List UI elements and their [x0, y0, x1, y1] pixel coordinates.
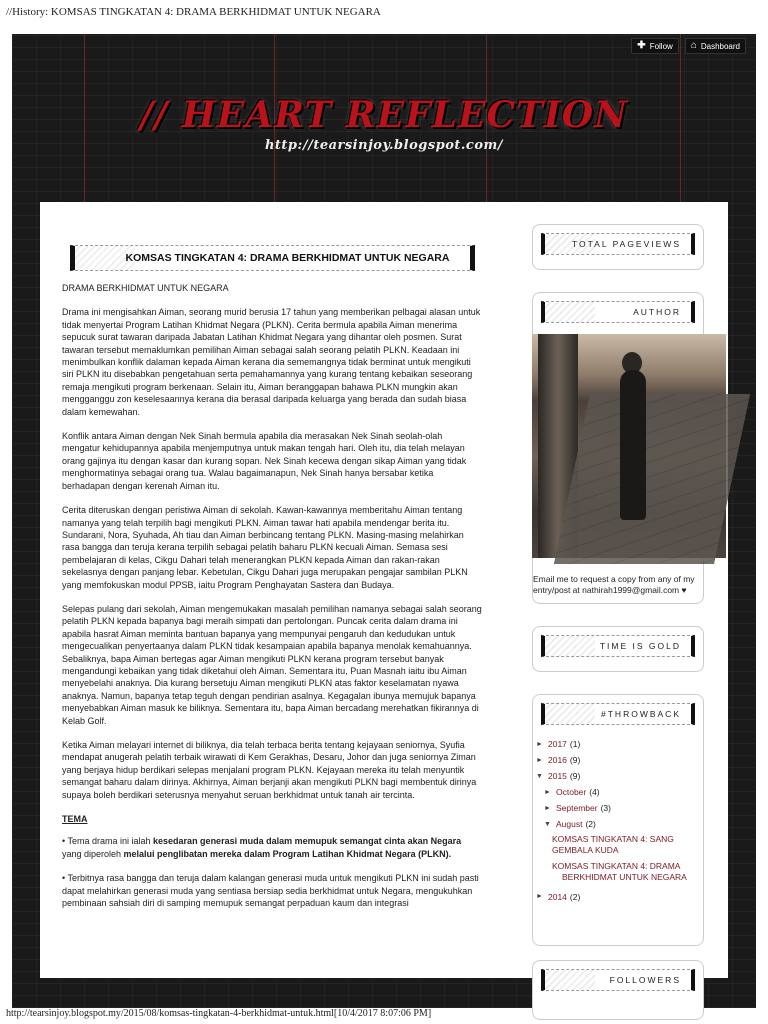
post-title-box: [70, 245, 475, 271]
dashboard-button[interactable]: [685, 38, 746, 54]
tema-bold: kesedaran generasi muda dalam memupuk semangat cinta akan Negara: [153, 836, 462, 847]
archive-link[interactable]: August: [556, 819, 583, 829]
archive-count: (2): [585, 819, 596, 829]
tema-bold: melalui penglibatan mereka dalam Program Latihan Khidmat Negara (PLKN).: [123, 848, 452, 859]
archive-count: (9): [569, 755, 581, 765]
archive-year-2016[interactable]: [532, 752, 704, 768]
widget-title: TOTAL PAGEVIEWS: [571, 239, 681, 249]
post-heading: DRAMA BERKHIDMAT UNTUK NEGARA: [62, 283, 229, 293]
archive-link[interactable]: 2016: [548, 755, 567, 765]
widget-header: [541, 703, 695, 725]
post-paragraph: Konflik antara Aiman dengan Nek Sinah bermula apabila dia merasakan Nek Sinah seolah-olah mengatur kehidupannya apabila menjemputnya untuk makan tengah hari. Oleh itu, dia telah melayan orang gajinya itu dengan kasar dan kurang sopan. Nek Sinah kecewa dengan sikap Aiman yang tidak menghormatinya sebagai orang tua. Walau bagaimanapun, Nek Sinah hanya bersabar ketika berhadapan dengan kerenah Aiman itu.: [62, 431, 467, 491]
blogger-navbar: [631, 38, 746, 54]
photo-person: [620, 370, 646, 520]
collapse-arrow-icon[interactable]: ►: [536, 740, 543, 748]
post-paragraph: Selepas pulang dari sekolah, Aiman mengemukakan masalah pemilihan namanya sebagai salah seorang pelatih PLKN kepada bapanya bagi meraih simpati dan pertolongan. Puncak cerita dalam drama ini apabila hasrat Aiman meminta bantuan bapanya yang mempunyai pengaruh dan kedudukan untuk mengecualikan penyertaanya dalam PLKN tidak kesampaian apabila bapanya menolak kemahuannya. Sebaliknya, bapa Aiman bertegas agar Aiman mengikuti PLKN kerana program tersebut banyak mengandungi kebaikan yang tidak diketahui oleh Aiman. Sementara itu, Puan Masnah iaitu ibu Aiman menyebelahi anaknya. Dia kurang bersetuju Aiman mengikuti PLKN atas faktor keselamatan nyawa anaknya. Namun, bapanya tetap teguh dengan pendirian asalnya. Kegagalan ibunya memujuk bapanya menyebabkan Aiman masuk ke biliknya. Sementara itu, bapa Aiman bercadang merehatkan fikirannya di Kelab Golf.: [62, 603, 482, 726]
archive-year-2017[interactable]: [532, 736, 704, 752]
post-title[interactable]: KOMSAS TINGKATAN 4: DRAMA BERKHIDMAT UNTUK NEGARA: [125, 252, 450, 264]
collapse-arrow-icon[interactable]: ►: [536, 893, 543, 900]
archive-month-september[interactable]: [532, 800, 704, 816]
widget-header: [541, 635, 695, 657]
print-header: //History: KOMSAS TINGKATAN 4: DRAMA BERKHIDMAT UNTUK NEGARA: [6, 6, 381, 18]
widget-time-is-gold: [532, 626, 704, 672]
post-body: [62, 282, 482, 921]
dashboard-label: Dashboard: [700, 41, 740, 51]
blog-archive: [532, 736, 704, 905]
expand-arrow-icon[interactable]: ▼: [536, 772, 543, 780]
author-photo: [532, 334, 726, 558]
blog-title[interactable]: // HEART REFLECTION: [139, 94, 629, 136]
widget-header: [541, 301, 695, 323]
collapse-arrow-icon[interactable]: ►: [544, 788, 551, 796]
tema-text: • Tema drama ini ialah: [62, 836, 154, 847]
widget-title: AUTHOR: [633, 307, 681, 317]
archive-count: (9): [569, 771, 581, 781]
widget-header: [541, 969, 695, 991]
archive-count: (2): [569, 891, 581, 902]
archive-post-list: [532, 834, 704, 883]
archive-link[interactable]: 2014: [548, 891, 567, 902]
collapse-arrow-icon[interactable]: ►: [544, 804, 551, 812]
tema-point: • Terbitnya rasa bangga dan teruja dalam kalangan generasi muda untuk mengikuti PLKN ini sudah pasti dapat melahirkan generasi muda yang sentiasa bersiap sedia berkhidmat untuk Negara, mengukuhkan pembinaan sahsiah diri di samping memupuk semangat perpaduan kaum dan integrasi: [62, 873, 479, 909]
post-paragraph: Cerita diteruskan dengan peristiwa Aiman di sekolah. Kawan-kawannya memberitahu Aiman tentang namanya yang telah terpilih bagi mengikuti PLKN. Aiman tawar hati apabila mendengar berita itu. Sundarani, Nora, Syuhada, Ah tiau dan Aiman berbincang tentang PLKN. Masing-masing melahirkan rasa bangga dan teruja kerana terpilih sebagai pelatih baharu PLKN kecuali Aiman. Semasa sesi pembelajaran di kelas, Cikgu Dahari telah menerangkan PLKN kepada Aiman dan rakan-rakan sekelasnya dengan panjang lebar. Kebetulan, Cikgu Dahari juga merupakan pengajar sambilan PLKN yang memfokuskan modul PPSB, iaitu Program Penghayatan Sastera dan Budaya.: [62, 505, 468, 590]
archive-post-link[interactable]: KOMSAS TINGKATAN 4: DRAMA BERKHIDMAT UNTUK NEGARA: [552, 861, 687, 882]
content-area: [40, 202, 728, 985]
archive-link[interactable]: September: [556, 803, 598, 813]
blog-url[interactable]: http://tearsinjoy.blogspot.com/: [264, 138, 504, 153]
archive-count: (4): [589, 787, 600, 797]
archive-month-october[interactable]: [532, 784, 704, 800]
archive-link[interactable]: 2017: [548, 739, 567, 749]
archive-count: (1): [569, 739, 581, 749]
photo-floor: [554, 394, 750, 564]
home-icon: ⌂: [690, 40, 697, 51]
widget-title: #THROWBACK: [601, 709, 681, 719]
widget-title: FOLLOWERS: [609, 975, 681, 985]
post-paragraph: Ketika Aiman melayari internet di biliknya, dia telah terbaca berita tentang kejayaan seniornya, Syufia mendapat anugerah pelatih terbaik wirawati di Kem Gerakhas, Desaru, Johor dan juga seniornya Ziman yang berjaya hidup berdikari selepas menjalani program PLKN. Kejayaan mereka itu telah menyuntik semangat baharu dalam dirinya. Akhirnya, Aiman berjanji akan mengikuti PLKN bagi membentuk dirinya supaya boleh berdikari seterusnya menyahut seruan berkhidmat untuk tanah air tercinta.: [62, 740, 477, 800]
author-description: Email me to request a copy from any of my entry/post at nathirah1999@gmail.com ♥: [533, 574, 695, 596]
widget-header: [541, 233, 695, 255]
print-footer: http://tearsinjoy.blogspot.my/2015/08/komsas-tingkatan-4-berkhidmat-untuk.html[10/4/2017 8:07:06 PM]: [6, 1008, 432, 1019]
archive-post-link[interactable]: KOMSAS TINGKATAN 4: SANG GEMBALA KUDA: [552, 834, 674, 855]
tema-text: yang diperoleh: [62, 848, 124, 859]
widget-pageviews: [532, 224, 704, 270]
expand-arrow-icon[interactable]: ▼: [544, 820, 551, 828]
archive-count: (3): [600, 803, 611, 813]
post-paragraph: Drama ini mengisahkan Aiman, seorang murid berusia 17 tahun yang memberikan pelbagai alasan untuk tidak menyertai Program Latihan Khidmat Negara (PLKN). Cerita bermula apabila Aiman menerima sepucuk surat tawaran daripada Jabatan Latihan Khidmat Negara yang dihantar oleh posmen. Surat tawaran tersebut memaklumkan pemilihan Aiman sebagai salah seorang pelatih PLKN. Keadaan ini menimbulkan konflik dalaman kepada Aiman kerana dia sememangnya tidak berminat untuk mengikuti siri PLKN itu disebabkan pengetahuan serta pemahamannya yang kurang tentang kebaikan seseorang remaja mengikuti program berkenaan. Selain itu, Aiman beranggapan bahawa PLKN mungkin akan mengganggu zon keselesaannya kerana dia berasal daripada keluarga yang berada dan sudah biasa dalam kemewahan.: [62, 307, 481, 417]
archive-year-2015[interactable]: [532, 768, 704, 784]
follow-label: Follow: [649, 41, 673, 51]
widget-title: TIME IS GOLD: [599, 641, 681, 651]
archive-month-august[interactable]: [532, 816, 704, 832]
archive-link[interactable]: 2015: [548, 771, 567, 781]
widget-followers: [532, 960, 704, 1020]
collapse-arrow-icon[interactable]: ►: [536, 756, 543, 764]
archive-link[interactable]: October: [556, 787, 587, 797]
tema-heading: TEMA: [62, 814, 88, 825]
tema-point: [62, 835, 482, 860]
follow-button[interactable]: [631, 38, 679, 54]
archive-year-2014[interactable]: [532, 889, 704, 905]
plus-icon: ✚: [637, 40, 646, 51]
